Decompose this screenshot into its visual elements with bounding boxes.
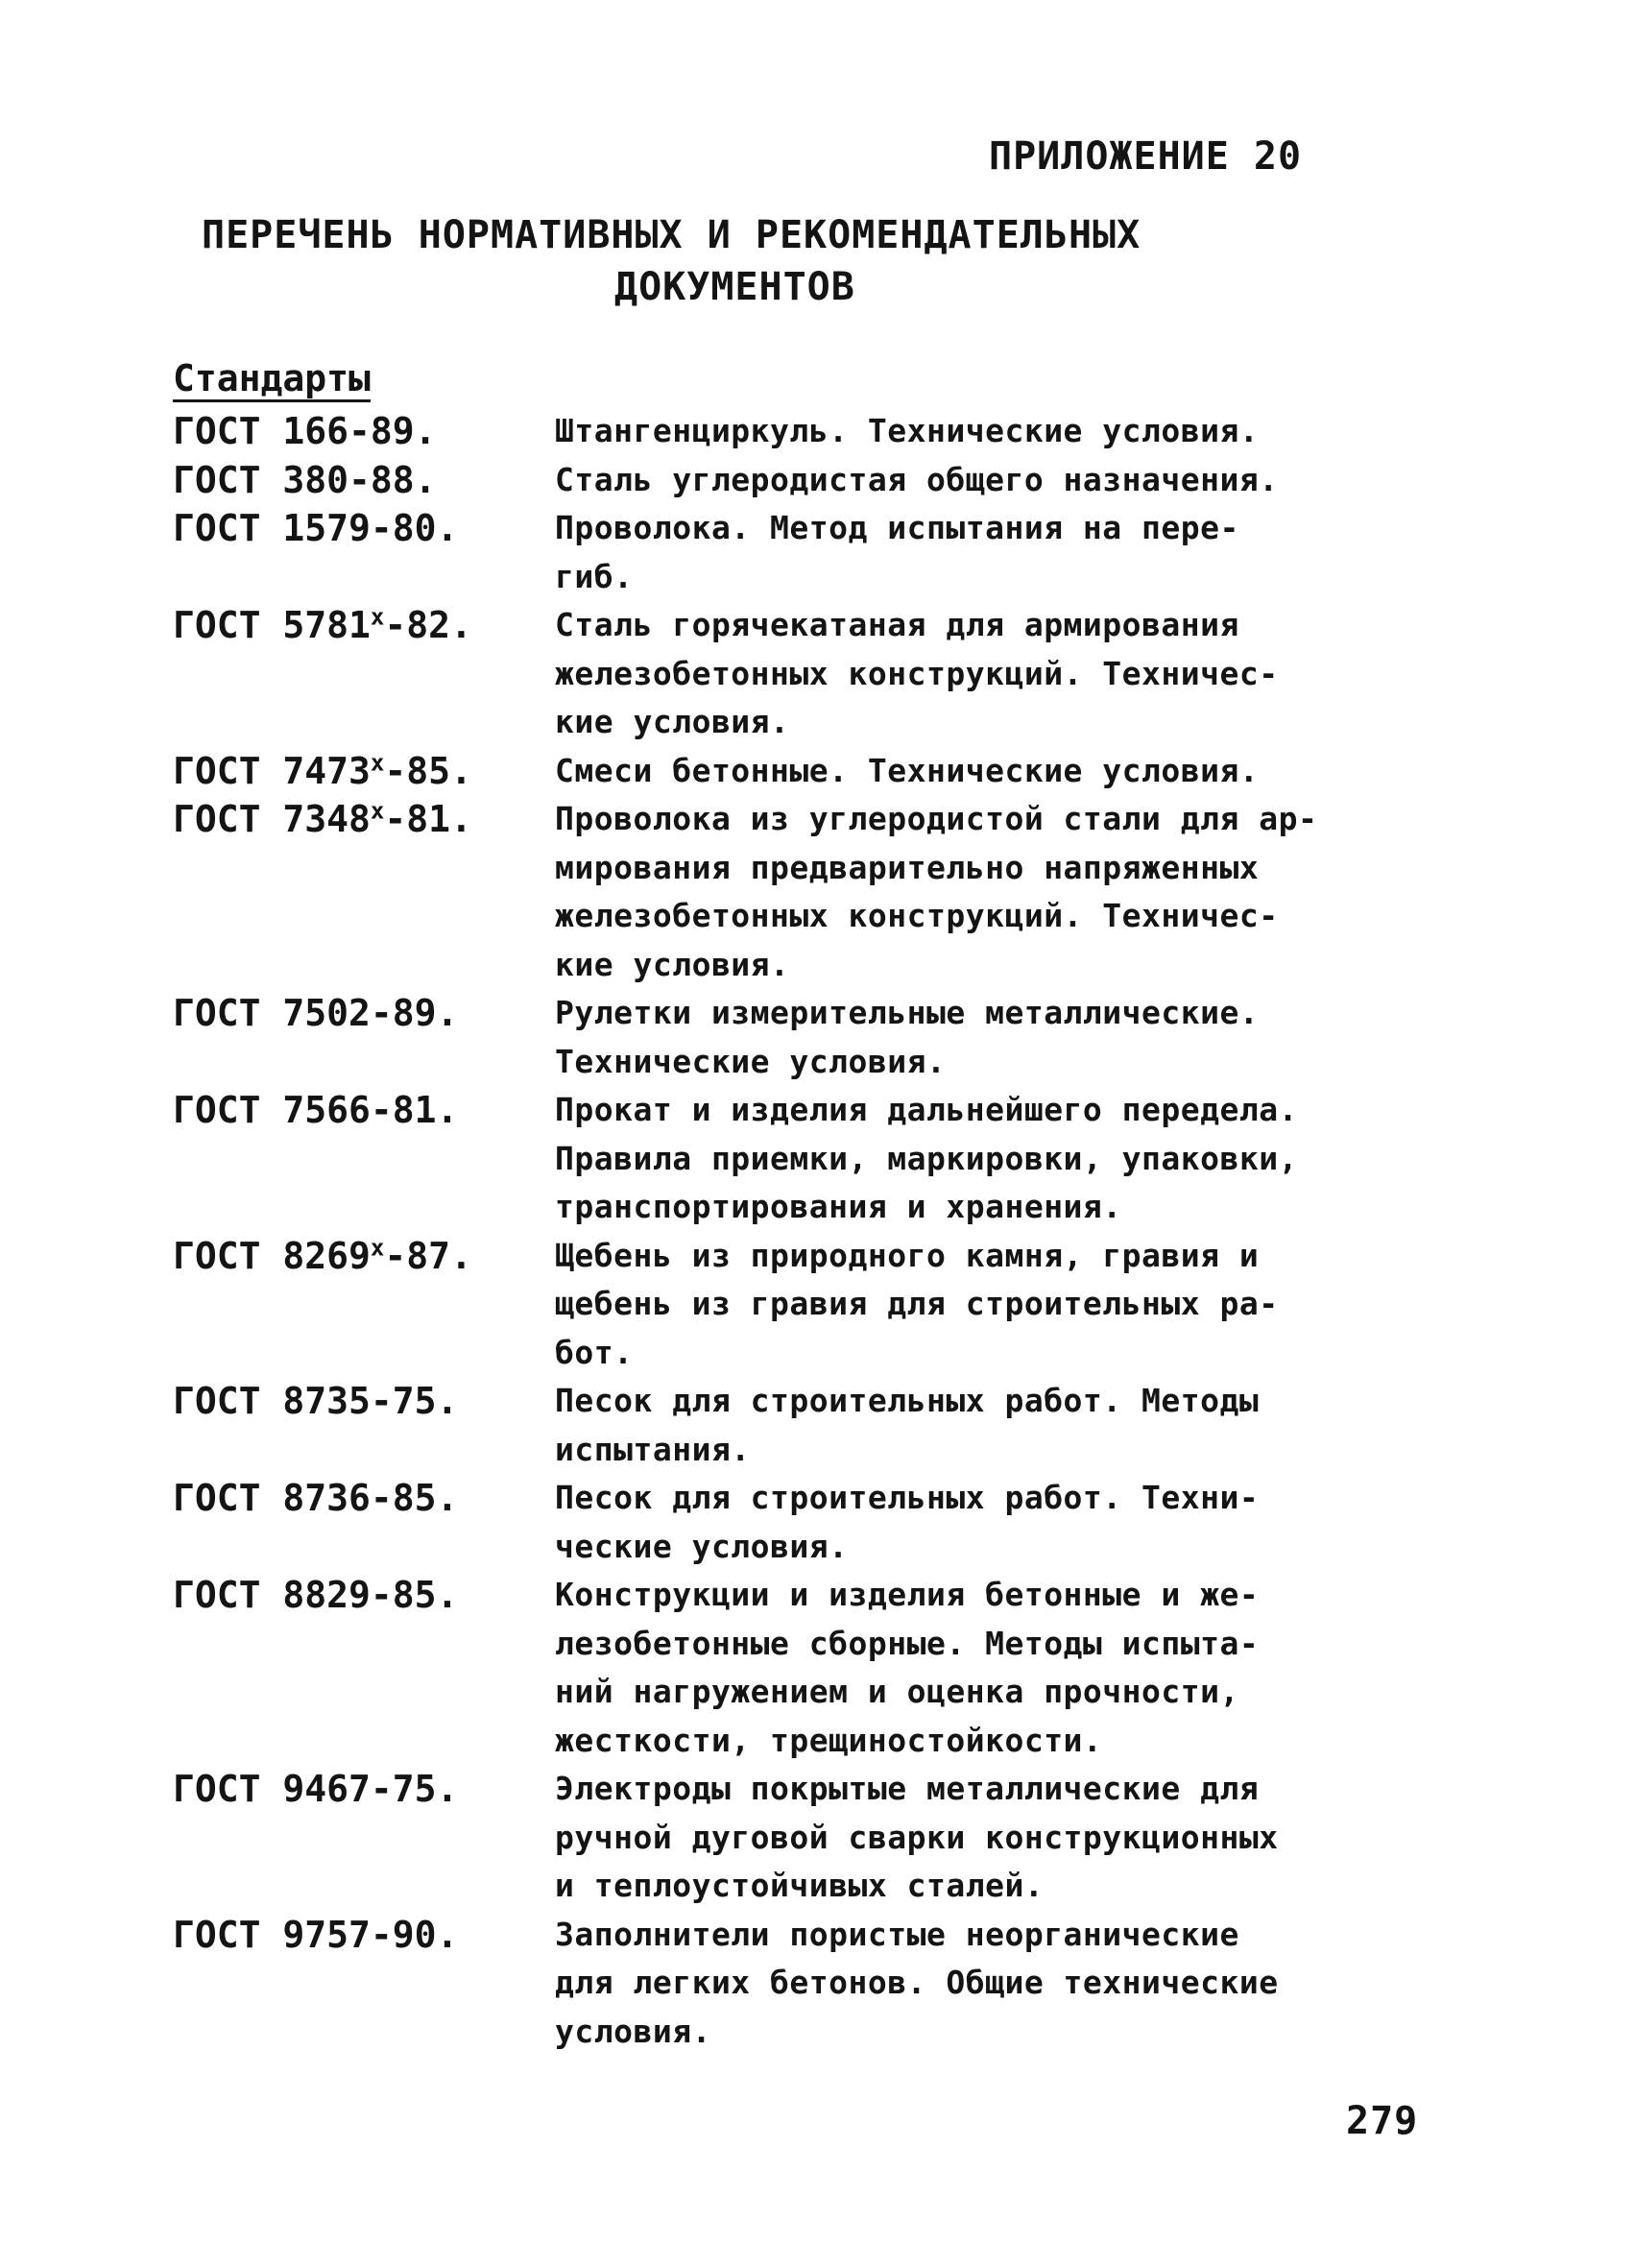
description-line: транспортирования и хранения. (555, 1188, 1122, 1225)
standard-description (555, 747, 1478, 796)
standard-code-number: ГОСТ 8829-85. (173, 1574, 459, 1616)
appendix-heading: ПРИЛОЖЕНИЕ 20 (989, 134, 1303, 179)
description-line: ручной дуговой сварки конструкционных (555, 1818, 1279, 1856)
standard-code-number: ГОСТ 166-89. (173, 410, 437, 452)
description-line: Рулетки измерительные металлические. (555, 994, 1260, 1031)
standard-code (173, 989, 555, 1086)
standard-description (555, 504, 1478, 601)
standard-description (555, 989, 1478, 1086)
standard-description (555, 795, 1478, 989)
description-line: условия. (555, 2012, 711, 2050)
standard-code (173, 747, 555, 796)
standard-code-number: ГОСТ 9757-90. (173, 1913, 459, 1956)
standard-code (173, 1765, 555, 1911)
standard-code-number: ГОСТ 5781 (173, 604, 371, 646)
standard-code (173, 407, 555, 456)
amendment-mark: x (370, 797, 385, 825)
description-line: ний нагружением и оценка прочности, (555, 1673, 1239, 1710)
standard-code (173, 1571, 555, 1765)
standard-code-number: ГОСТ 380-88. (173, 458, 437, 501)
description-line: Прокат и изделия дальнейшего передела. (555, 1091, 1298, 1128)
list-item (173, 601, 1478, 747)
standard-description (555, 1571, 1478, 1765)
standard-code (173, 601, 555, 747)
standard-description (555, 407, 1478, 456)
description-line: Сталь горячекатаная для армирования (555, 606, 1239, 643)
list-item (173, 1086, 1478, 1232)
page-number: 279 (1346, 2099, 1419, 2143)
standard-code (173, 1911, 555, 2057)
list-item (173, 1571, 1478, 1765)
standard-code (173, 1086, 555, 1232)
list-item (173, 1765, 1478, 1911)
list-item (173, 795, 1478, 989)
description-line: и теплоустойчивых сталей. (555, 1867, 1045, 1904)
standard-description (555, 1377, 1478, 1474)
list-item (173, 747, 1478, 796)
list-item (173, 1474, 1478, 1571)
standard-code-number: ГОСТ 7566-81. (173, 1089, 459, 1131)
standard-code (173, 504, 555, 601)
standard-description (555, 456, 1478, 505)
standard-code (173, 1232, 555, 1378)
description-line: железобетонных конструкций. Техничес- (555, 897, 1279, 934)
description-line: Технические условия. (555, 1042, 947, 1080)
standard-description (555, 601, 1478, 747)
list-item (173, 456, 1478, 505)
description-line: Правила приемки, маркировки, упаковки, (555, 1139, 1298, 1177)
description-line: жесткости, трещиностойкости. (555, 1721, 1103, 1759)
description-line: Проволока. Метод испытания на пере- (555, 509, 1239, 546)
list-item (173, 1232, 1478, 1378)
description-line: для легких бетонов. Общие технические (555, 1964, 1279, 2001)
list-item (173, 1911, 1478, 2057)
description-line: Электроды покрытые металлические для (555, 1770, 1260, 1807)
standard-code (173, 456, 555, 505)
description-line: Щебень из природного камня, гравия и (555, 1236, 1260, 1274)
amendment-mark: x (370, 603, 385, 631)
standard-description (555, 1086, 1478, 1232)
amendment-mark: x (370, 1233, 385, 1261)
description-line: Конструкции и изделия бетонные и же- (555, 1576, 1260, 1613)
list-item (173, 504, 1478, 601)
list-item (173, 989, 1478, 1086)
description-line: Проволока из углеродистой стали для ар- (555, 800, 1318, 837)
description-line: бот. (555, 1333, 634, 1371)
standard-code (173, 1474, 555, 1571)
description-line: лезобетонные сборные. Методы испыта- (555, 1624, 1260, 1662)
description-line: кие условия. (555, 703, 790, 740)
standard-code-year: -87. (384, 1234, 472, 1277)
description-line: кие условия. (555, 945, 790, 983)
standard-code-year: -82. (384, 604, 472, 646)
standard-description (555, 1232, 1478, 1378)
standard-code (173, 795, 555, 989)
standards-list (173, 407, 1478, 2056)
standard-code-number: ГОСТ 8269 (173, 1234, 371, 1277)
description-line: Песок для строительных работ. Методы (555, 1382, 1260, 1419)
description-line: щебень из гравия для строительных ра- (555, 1285, 1279, 1322)
description-line: мирования предварительно напряженных (555, 848, 1260, 886)
description-line: Смеси бетонные. Технические условия. (555, 751, 1260, 789)
standard-code-number: ГОСТ 9467-75. (173, 1768, 459, 1810)
description-line: Заполнители пористые неорганические (555, 1915, 1239, 1953)
description-line: гиб. (555, 557, 634, 595)
title-line-2: ДОКУМЕНТОВ (614, 265, 855, 309)
standard-description (555, 1474, 1478, 1571)
description-line: ческие условия. (555, 1527, 849, 1565)
standard-code-number: ГОСТ 1579-80. (173, 507, 459, 549)
standard-code-number: ГОСТ 7473 (173, 749, 371, 792)
description-line: железобетонных конструкций. Техничес- (555, 654, 1279, 692)
standard-code-number: ГОСТ 8736-85. (173, 1477, 459, 1519)
description-line: испытания. (555, 1430, 751, 1468)
description-line: Штангенциркуль. Технические условия. (555, 412, 1260, 449)
description-line: Сталь углеродистая общего назначения. (555, 460, 1279, 498)
standard-code-number: ГОСТ 7502-89. (173, 992, 459, 1034)
list-item (173, 407, 1478, 456)
standard-code-number: ГОСТ 7348 (173, 798, 371, 840)
title-line-1: ПЕРЕЧЕНЬ НОРМАТИВНЫХ И РЕКОМЕНДАТЕЛЬНЫХ (202, 213, 1141, 257)
standard-description (555, 1911, 1478, 2057)
document-title (202, 209, 1478, 313)
standard-description (555, 1765, 1478, 1911)
amendment-mark: x (370, 748, 385, 776)
list-item (173, 1377, 1478, 1474)
section-heading: Стандарты (173, 357, 371, 402)
standard-code-year: -81. (384, 798, 472, 840)
description-line: Песок для строительных работ. Техни- (555, 1479, 1260, 1516)
standard-code-number: ГОСТ 8735-75. (173, 1380, 459, 1422)
standard-code-year: -85. (384, 749, 472, 792)
standard-code (173, 1377, 555, 1474)
